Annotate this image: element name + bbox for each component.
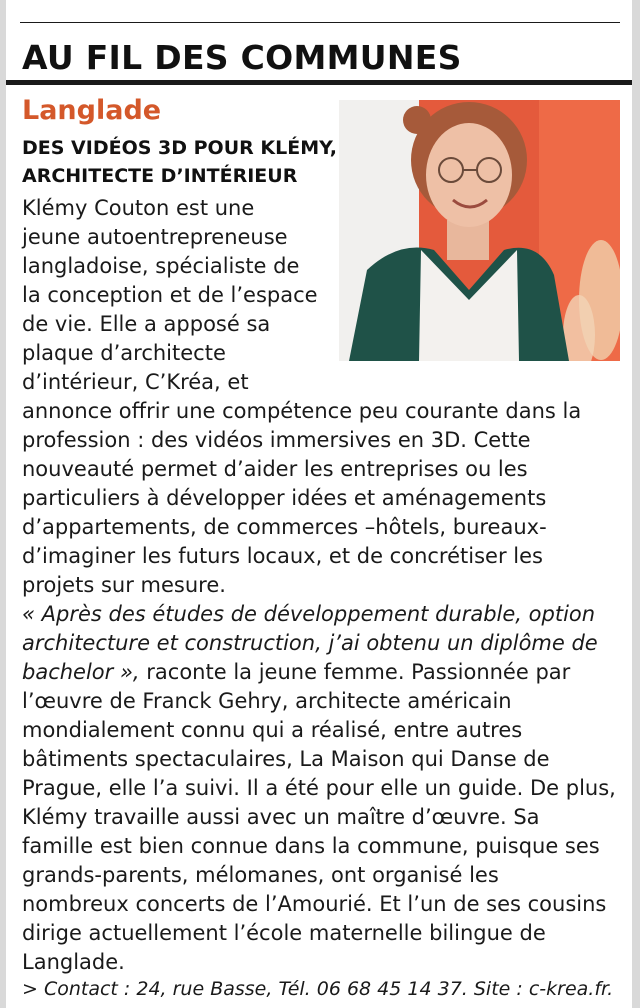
body-line: d’imaginer les futurs locaux, et de concrétiser les (22, 544, 543, 568)
article-town: Langlade (22, 95, 162, 126)
body-line: Langlade. (22, 950, 125, 974)
body-line: plaque d’architecte (22, 341, 226, 365)
body-line: nombreux concerts de l’Amourié. Et l’un de ses cousins (22, 892, 607, 916)
body-line: l’œuvre de Franck Gehry, architecte américain (22, 689, 512, 713)
body-line: nouveauté permet d’aider les entreprises ou les (22, 457, 528, 481)
body-line: famille est bien connue dans la commune, puisque ses (22, 834, 600, 858)
body-line: grands-parents, mélomanes, ont organisé les (22, 863, 499, 887)
contact-line: > Contact : 24, rue Basse, Tél. 06 68 45 14 37. Site : c-krea.fr. (22, 978, 614, 1000)
body-line: Klémy Couton est une (22, 196, 255, 220)
body-line: d’appartements, de commerces –hôtels, bureaux- (22, 515, 547, 539)
quote-line: architecture et construction, j’ai obtenu un diplôme de (22, 631, 598, 655)
body-line: annonce offrir une compétence peu courante dans la (22, 399, 582, 423)
body-line: langladoise, spécialiste de (22, 254, 300, 278)
newspaper-page (6, 0, 632, 1008)
top-rule (20, 22, 620, 23)
quote-end: bachelor », (22, 660, 140, 684)
body-line: profession : des vidéos immersives en 3D. Cette (22, 428, 531, 452)
body-line: la conception et de l’espace (22, 283, 318, 307)
section-title: AU FIL DES COMMUNES (22, 38, 462, 77)
quote-after: raconte la jeune femme. Passionnée par (139, 660, 571, 684)
article-body (22, 194, 626, 977)
body-line: Prague, elle l’a suivi. Il a été pour elle un guide. De plus, (22, 776, 616, 800)
body-line: jeune autoentrepreneuse (22, 225, 288, 249)
body-line: projets sur mesure. (22, 573, 226, 597)
section-underline (6, 80, 632, 85)
body-line: Klémy travaille aussi avec un maître d’œuvre. Sa (22, 805, 540, 829)
quote-line: « Après des études de développement durable, option (22, 602, 596, 626)
body-line: de vie. Elle a apposé sa (22, 312, 271, 336)
body-line: bâtiments spectaculaires, La Maison qui Danse de (22, 747, 550, 771)
headline-line: ARCHITECTE D’INTÉRIEUR (22, 165, 298, 187)
body-line: dirige actuellement l’école maternelle bilingue de (22, 921, 546, 945)
body-line: d’intérieur, C’Kréa, et (22, 370, 249, 394)
article-headline (22, 134, 342, 190)
body-line: particuliers à développer idées et aménagements (22, 486, 547, 510)
body-line: mondialement connu qui a réalisé, entre autres (22, 718, 523, 742)
headline-line: DES VIDÉOS 3D POUR KLÉMY, (22, 137, 337, 159)
body-line (22, 658, 626, 687)
